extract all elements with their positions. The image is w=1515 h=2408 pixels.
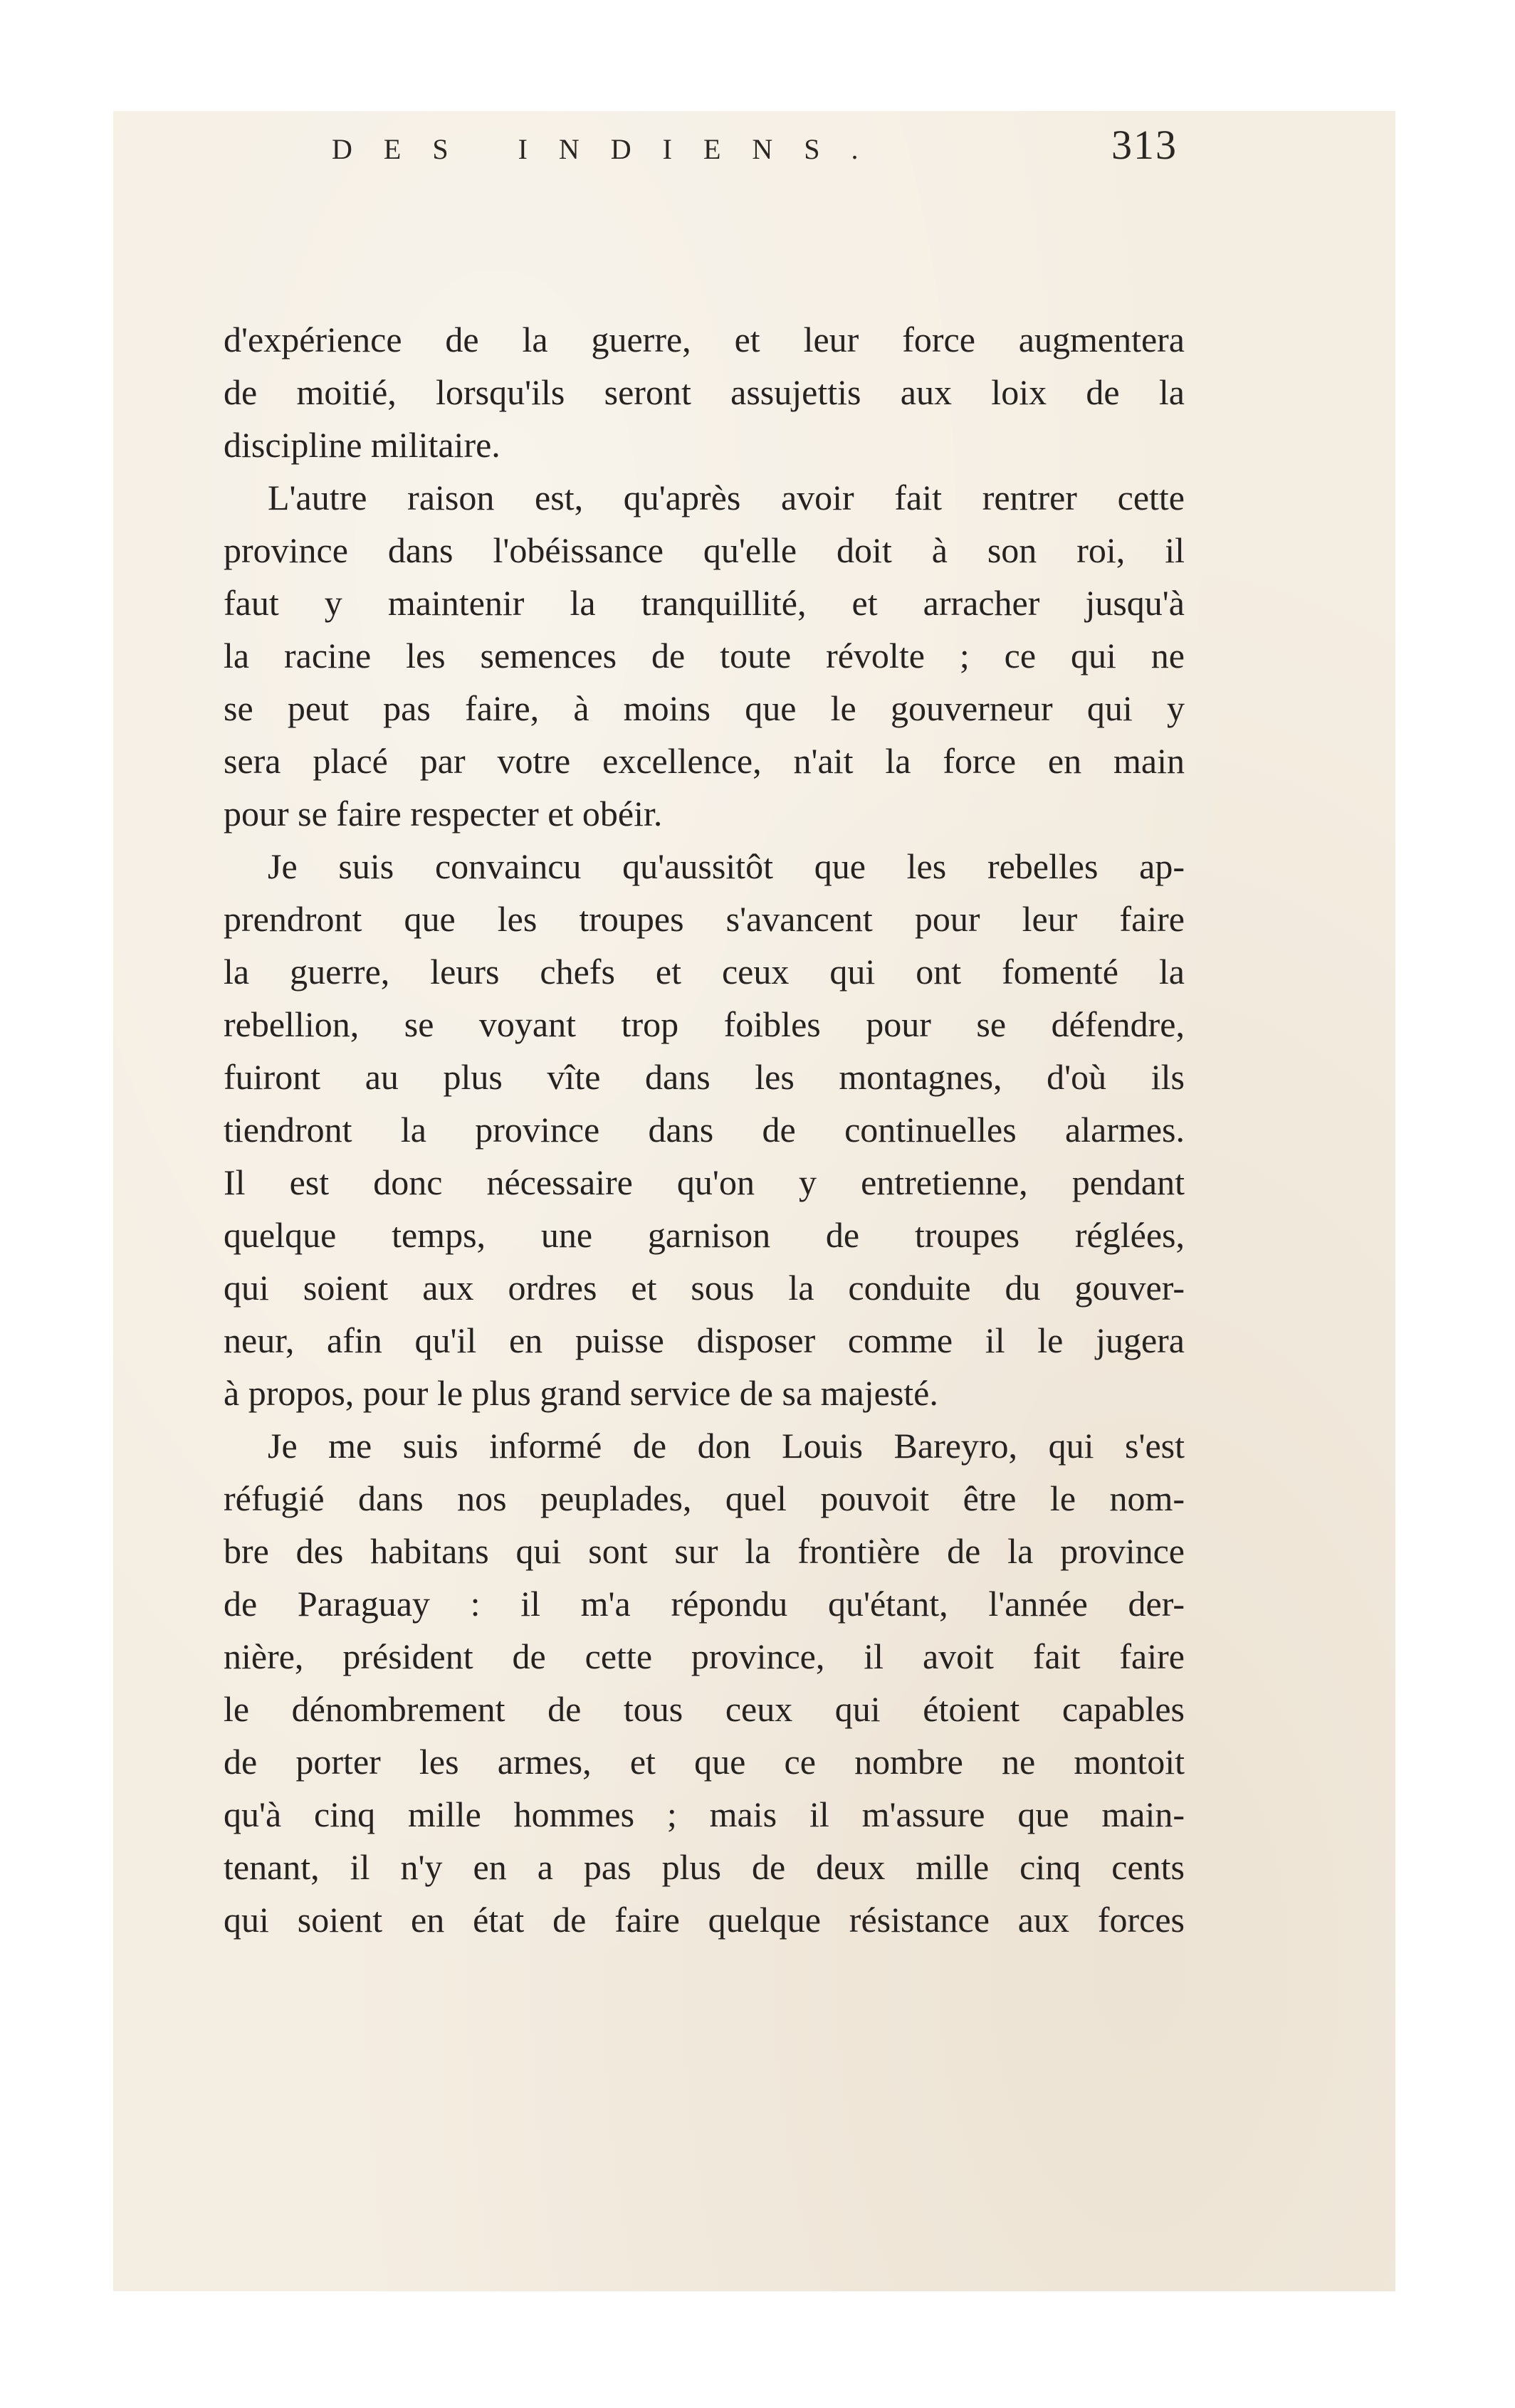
text-line: réfugié dans nos peuplades, quel pouvoit être le nom- bbox=[224, 1478, 1185, 1518]
text-line: qui soient aux ordres et sous la conduite du gouver- bbox=[224, 1268, 1185, 1308]
text-line: d'expérience de la guerre, et leur force augmentera bbox=[224, 320, 1185, 359]
text-line: la guerre, leurs chefs et ceux qui ont fomenté la bbox=[224, 952, 1185, 992]
text-line: de porter les armes, et que ce nombre ne montoit bbox=[224, 1742, 1185, 1782]
text-line: province dans l'obéissance qu'elle doit à son roi, il bbox=[224, 530, 1185, 570]
text-line: fuiront au plus vîte dans les montagnes, d'où ils bbox=[224, 1057, 1185, 1097]
text-line: bre des habitans qui sont sur la frontière de la province bbox=[224, 1531, 1185, 1571]
text-line: quelque temps, une garnison de troupes réglées, bbox=[224, 1215, 1185, 1255]
text-line: discipline militaire. bbox=[224, 425, 500, 465]
text-line: à propos, pour le plus grand service de sa majesté. bbox=[224, 1373, 938, 1413]
text-line: rebellion, se voyant trop foibles pour se défendre, bbox=[224, 1004, 1185, 1044]
text-line: le dénombrement de tous ceux qui étoient capables bbox=[224, 1689, 1185, 1729]
text-line: de Paraguay : il m'a répondu qu'étant, l'année der- bbox=[224, 1584, 1185, 1624]
body-text bbox=[224, 313, 1185, 1946]
text-line: prendront que les troupes s'avancent pour leur faire bbox=[224, 899, 1185, 939]
text-line: faut y maintenir la tranquillité, et arracher jusqu'à bbox=[224, 583, 1185, 623]
running-head: DES INDIENS. bbox=[332, 133, 890, 165]
text-line: Je suis convaincu qu'aussitôt que les rebelles ap- bbox=[268, 846, 1185, 886]
text-line: nière, président de cette province, il avoit fait faire bbox=[224, 1636, 1185, 1676]
text-line: neur, afin qu'il en puisse disposer comme il le jugera bbox=[224, 1320, 1185, 1360]
text-line: Il est donc nécessaire qu'on y entretienne, pendant bbox=[224, 1162, 1185, 1202]
text-line: se peut pas faire, à moins que le gouverneur qui y bbox=[224, 688, 1185, 728]
text-line: de moitié, lorsqu'ils seront assujettis aux loix de la bbox=[224, 372, 1185, 412]
text-line: sera placé par votre excellence, n'ait la force en main bbox=[224, 741, 1185, 781]
text-line: tenant, il n'y en a pas plus de deux mille cinq cents bbox=[224, 1847, 1185, 1887]
text-line: Je me suis informé de don Louis Bareyro, qui s'est bbox=[268, 1426, 1185, 1466]
text-line: L'autre raison est, qu'après avoir fait rentrer cette bbox=[268, 478, 1185, 517]
text-line: qu'à cinq mille hommes ; mais il m'assure que main- bbox=[224, 1794, 1185, 1834]
text-line: pour se faire respecter et obéir. bbox=[224, 794, 663, 834]
text-line: tiendront la province dans de continuelles alarmes. bbox=[224, 1110, 1185, 1150]
text-line: qui soient en état de faire quelque résistance aux forces bbox=[224, 1900, 1185, 1940]
page-number: 313 bbox=[1111, 122, 1178, 168]
text-line: la racine les semences de toute révolte ; ce qui ne bbox=[224, 636, 1185, 675]
